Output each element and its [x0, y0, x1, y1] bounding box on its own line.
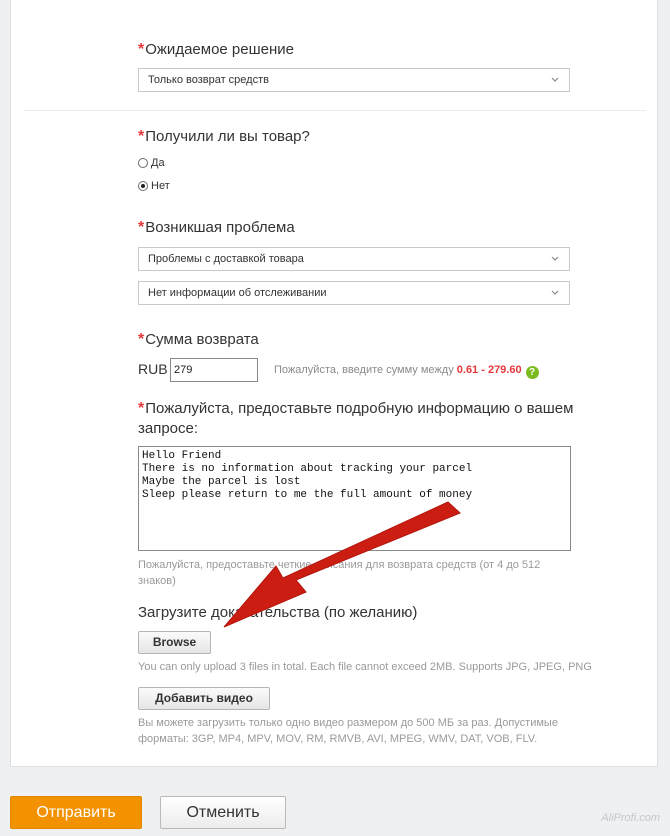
problem-detail-value: Нет информации об отслеживании — [148, 287, 327, 299]
browse-button[interactable]: Browse — [138, 631, 211, 654]
radio-label-yes: Да — [151, 157, 165, 169]
details-textarea[interactable]: Hello Friend There is no information about tracking your parcel Maybe the parcel is lost Sleep please return to me the full amount of money — [138, 446, 571, 551]
video-upload-hint: Вы можете загрузить только одно видео размером до 500 МБ за раз. Допустимые форматы: 3GP, MP4, MPV, MOV, RM, RMVB, AVI, MPEG, WMV, DAT, VOB, FLV. — [138, 717, 558, 745]
upload-label: Загрузите доказательства (по желанию) — [138, 604, 418, 621]
currency-label: RUB — [138, 361, 168, 377]
required-marker: * — [138, 128, 145, 145]
question-icon[interactable]: ? — [526, 366, 539, 379]
refund-range: 0.61 - 279.60 — [456, 364, 522, 376]
watermark: AliProfi.com — [601, 812, 660, 824]
refund-amount-label: *Сумма возврата — [138, 331, 259, 348]
required-marker: * — [138, 219, 145, 236]
cancel-button[interactable]: Отменить — [160, 796, 286, 829]
add-video-button[interactable]: Добавить видео — [138, 687, 270, 710]
expected-solution-value: Только возврат средств — [148, 74, 269, 86]
details-label: *Пожалуйста, предоставьте подробную информацию о вашем запросе: — [138, 400, 574, 437]
received-goods-label: *Получили ли вы товар? — [138, 128, 310, 145]
expected-solution-label: *Ожидаемое решение — [138, 41, 294, 58]
refund-amount-hint: Пожалуйста, введите сумму между 0.61 - 279.60 ? — [274, 362, 539, 379]
required-marker: * — [138, 400, 145, 417]
required-marker: * — [138, 331, 145, 348]
problem-category-value: Проблемы с доставкой товара — [148, 253, 304, 265]
problem-label: *Возникшая проблема — [138, 219, 295, 236]
submit-button[interactable]: Отправить — [10, 796, 142, 829]
required-marker: * — [138, 41, 145, 58]
upload-files-hint: You can only upload 3 files in total. Each file cannot exceed 2MB. Supports JPG, JPEG, PNG — [138, 661, 592, 673]
details-hint: Пожалуйста, предоставьте четкие описания для возврата средств (от 4 до 512 знаков) — [138, 559, 541, 587]
radio-label-no: Нет — [151, 180, 170, 192]
